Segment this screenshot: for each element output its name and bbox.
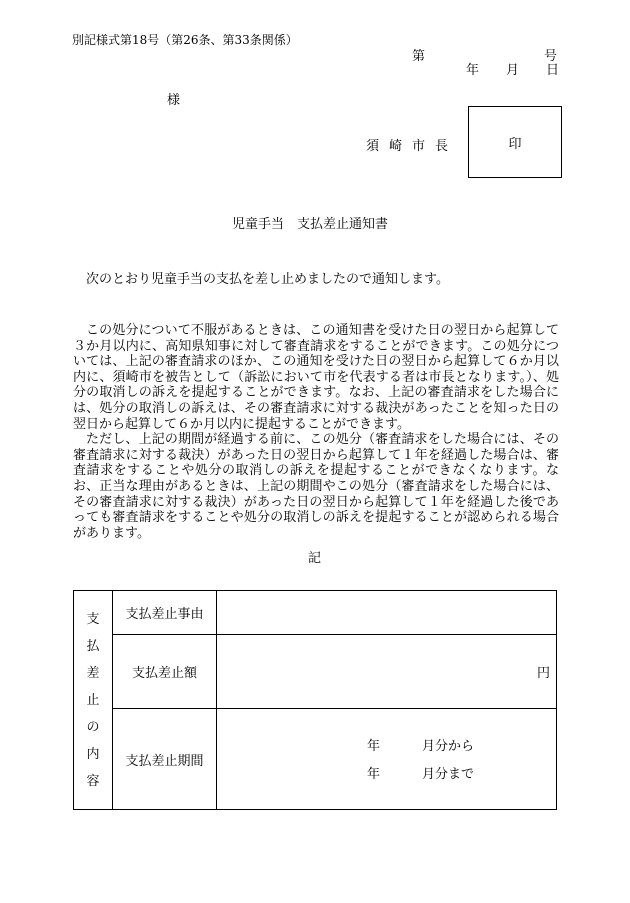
period-value[interactable] xyxy=(217,709,557,810)
seal-label: 印 xyxy=(508,136,522,152)
reason-value[interactable] xyxy=(217,591,557,635)
form-number: 別記様式第18号（第26条、第33条関係） xyxy=(72,33,298,47)
seal-box xyxy=(468,106,562,178)
intro-text: 次のとおり児童手当の支払を差し止めましたので通知します。 xyxy=(86,272,449,287)
appeal-notice xyxy=(73,323,559,541)
appeal-paragraph-2: ただし、上記の期間が経過する前に、この処分（審査請求をした場合には、その審査請求に対する裁決）があった日の翌日から起算して１年を経過した場合は、審査請求をすることや処分の取消しの訴えを提起することができなくなります。なお、正当な理由があるときは、上記の期間やこの処分（審査請求をした場合には、その審査請求に対する裁決）があった日の翌日から起算して１年を経過した後であっても審査請求をすることや処分の取消しの訴えを提起することが認められる場合があります。 xyxy=(73,432,559,541)
period-from: 年 月分から xyxy=(367,739,475,754)
recipient-suffix: 様 xyxy=(167,93,181,108)
side-label: 支 払 差 止 の 内 容 xyxy=(74,591,113,810)
date-year-label: 年 xyxy=(466,63,480,78)
reason-label: 支払差止事由 xyxy=(113,591,217,635)
date-day-label: 日 xyxy=(546,63,560,78)
document-title: 児童手当 支払差止通知書 xyxy=(232,217,389,232)
appeal-paragraph-1: この処分について不服があるときは、この通知書を受けた日の翌日から起算して３か月以内に、高知県知事に対して審査請求をすることができます。この処分については、上記の審査請求のほか、この通知を受けた日の翌日から起算して６か月以内に、須崎市を被告として（訴訟において市を代表する者は市長となります。）、処分の取消しの訴えを提起することができます。なお、上記の審査請求をした場合には、処分の取消しの訴えは、その審査請求に対する裁決があったことを知った日の翌日から起算して６か月以内に提起することができます。 xyxy=(73,323,559,432)
amount-label: 支払差止額 xyxy=(113,635,217,709)
suspension-detail-table xyxy=(73,590,557,810)
issue-number-label: 第 xyxy=(412,49,426,64)
ki-heading: 記 xyxy=(308,551,322,566)
date-month-label: 月 xyxy=(506,63,520,78)
period-label: 支払差止期間 xyxy=(113,709,217,810)
issuer-name: 須崎市長 xyxy=(366,139,459,154)
period-to: 年 月分まで xyxy=(367,767,475,782)
issue-number-suffix: 号 xyxy=(544,49,558,64)
amount-unit: 円 xyxy=(536,666,550,681)
amount-value[interactable] xyxy=(217,635,557,709)
